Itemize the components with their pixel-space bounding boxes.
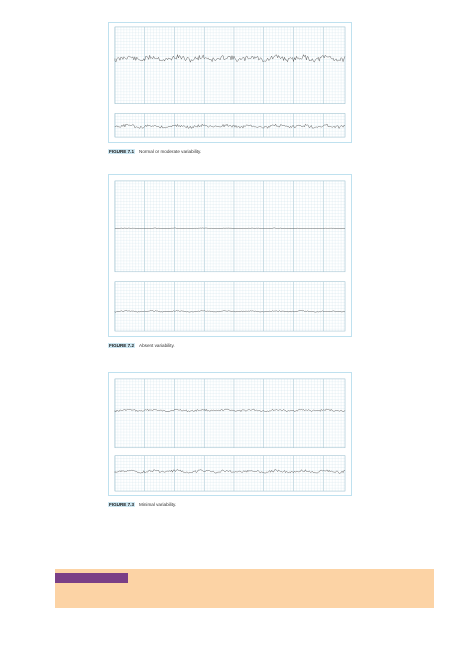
figure-7-3-caption (108, 502, 176, 507)
figure-label: FIGURE 7.1 (109, 149, 135, 154)
fetal-monitor-tracing (109, 23, 351, 142)
heart-rate-trace (115, 124, 345, 128)
note-box-tab (55, 573, 128, 583)
figure-caption-text: Minimal variability. (139, 502, 177, 507)
grid-border (115, 282, 345, 331)
figure-7-2-strip (108, 174, 352, 337)
grid-border (115, 379, 345, 448)
heart-rate-trace (115, 470, 345, 474)
figure-7-2-caption (108, 343, 175, 348)
heart-rate-trace (115, 228, 345, 229)
figure-caption-text: Normal or moderate variability. (139, 149, 202, 154)
figure-label: FIGURE 7.2 (109, 343, 135, 348)
figure-7-1-caption (108, 149, 201, 154)
heart-rate-trace (115, 55, 345, 63)
figure-7-3-strip (108, 372, 352, 496)
note-box (55, 569, 434, 608)
fetal-monitor-tracing (109, 175, 351, 336)
grid-border (115, 181, 345, 272)
fetal-monitor-tracing (109, 373, 351, 495)
figure-7-1-strip (108, 22, 352, 143)
figure-label: FIGURE 7.3 (109, 502, 135, 507)
figure-caption-text: Absent variability. (139, 343, 175, 348)
